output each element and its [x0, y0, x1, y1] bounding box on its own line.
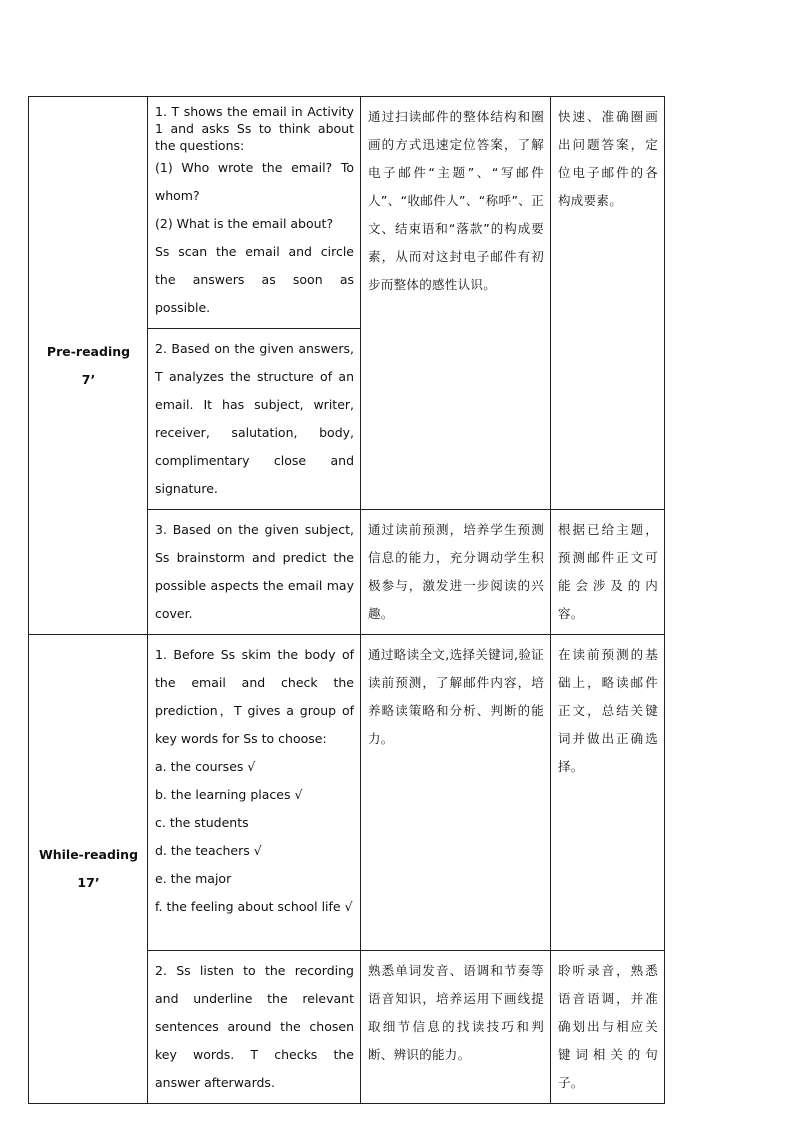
effect-text: 在读前预测的基础上，略读邮件正文，总结关键词并做出正确选择。 [558, 647, 658, 774]
step-text: c. the students [155, 815, 249, 830]
effect-cell [551, 510, 665, 635]
purpose-cell [361, 635, 551, 951]
step-text: (2) What is the email about? [155, 216, 334, 231]
step-text: (1) Who wrote the email? To whom? [155, 160, 354, 203]
step-text: a. the courses √ [155, 759, 256, 774]
step-cell [148, 329, 361, 510]
effect-cell [551, 97, 665, 510]
step-text: 2. Based on the given answers, T analyzes the structure of an email. It has subject, writer, receiver, salutation, body, complimentary close and signature. [155, 341, 354, 496]
step-cell [148, 951, 361, 1104]
stage-cell-pre-reading [29, 97, 148, 635]
step-cell [148, 635, 361, 951]
purpose-text: 通过读前预测，培养学生预测信息的能力，充分调动学生积极参与，激发进一步阅读的兴趣。 [368, 522, 544, 621]
purpose-text: 通过扫读邮件的整体结构和圈画的方式迅速定位答案，了解电子邮件“主题”、“写邮件人”、“收邮件人”、“称呼”、正文、结束语和“落款”的构成要素，从而对这封电子邮件有初步而整体的感性认识。 [368, 109, 544, 292]
step-text: 2. Ss listen to the recording and underline the relevant sentences around the chosen key words. T checks the answer afterwards. [155, 963, 354, 1090]
step-text: f. the feeling about school life √ [155, 899, 353, 914]
stage-name: While-reading [38, 847, 139, 862]
step-text: b. the learning places √ [155, 787, 303, 802]
step-cell [148, 97, 361, 329]
purpose-cell [361, 951, 551, 1104]
effect-text: 根据已给主题，预测邮件正文可能会涉及的内容。 [558, 522, 658, 621]
stage-time: 17’ [77, 875, 100, 890]
effect-cell [551, 635, 665, 951]
stage-name: Pre-reading [46, 343, 131, 359]
purpose-cell [361, 97, 551, 510]
effect-text: 聆听录音，熟悉语音语调，并准确划出与相应关键词相关的句子。 [558, 963, 658, 1090]
step-text: 1. Before Ss skim the body of the email and check the prediction，T gives a group of key words for Ss to choose: [155, 647, 354, 746]
purpose-text: 熟悉单词发音、语调和节奏等语音知识，培养运用下画线提取细节信息的找读技巧和判断、辨识的能力。 [368, 963, 544, 1062]
step-text: 1. T shows the email in Activity 1 and asks Ss to think about the questions: [155, 104, 354, 153]
purpose-cell [361, 510, 551, 635]
step-text: Ss scan the email and circle the answers as soon as possible. [155, 244, 354, 315]
effect-text: 快速、准确圈画出问题答案，定位电子邮件的各构成要素。 [558, 109, 658, 208]
effect-cell [551, 951, 665, 1104]
step-text: 3. Based on the given subject, Ss brainstorm and predict the possible aspects the email may cover. [155, 522, 354, 621]
lesson-plan-table [28, 96, 665, 1104]
stage-cell-while-reading [29, 635, 148, 1104]
purpose-text: 通过略读全文,选择关键词,验证读前预测，了解邮件内容，培养略读策略和分析、判断的能力。 [368, 647, 544, 746]
step-cell [148, 510, 361, 635]
step-text: e. the major [155, 871, 232, 886]
step-text: d. the teachers √ [155, 843, 262, 858]
stage-time: 7’ [81, 371, 96, 387]
